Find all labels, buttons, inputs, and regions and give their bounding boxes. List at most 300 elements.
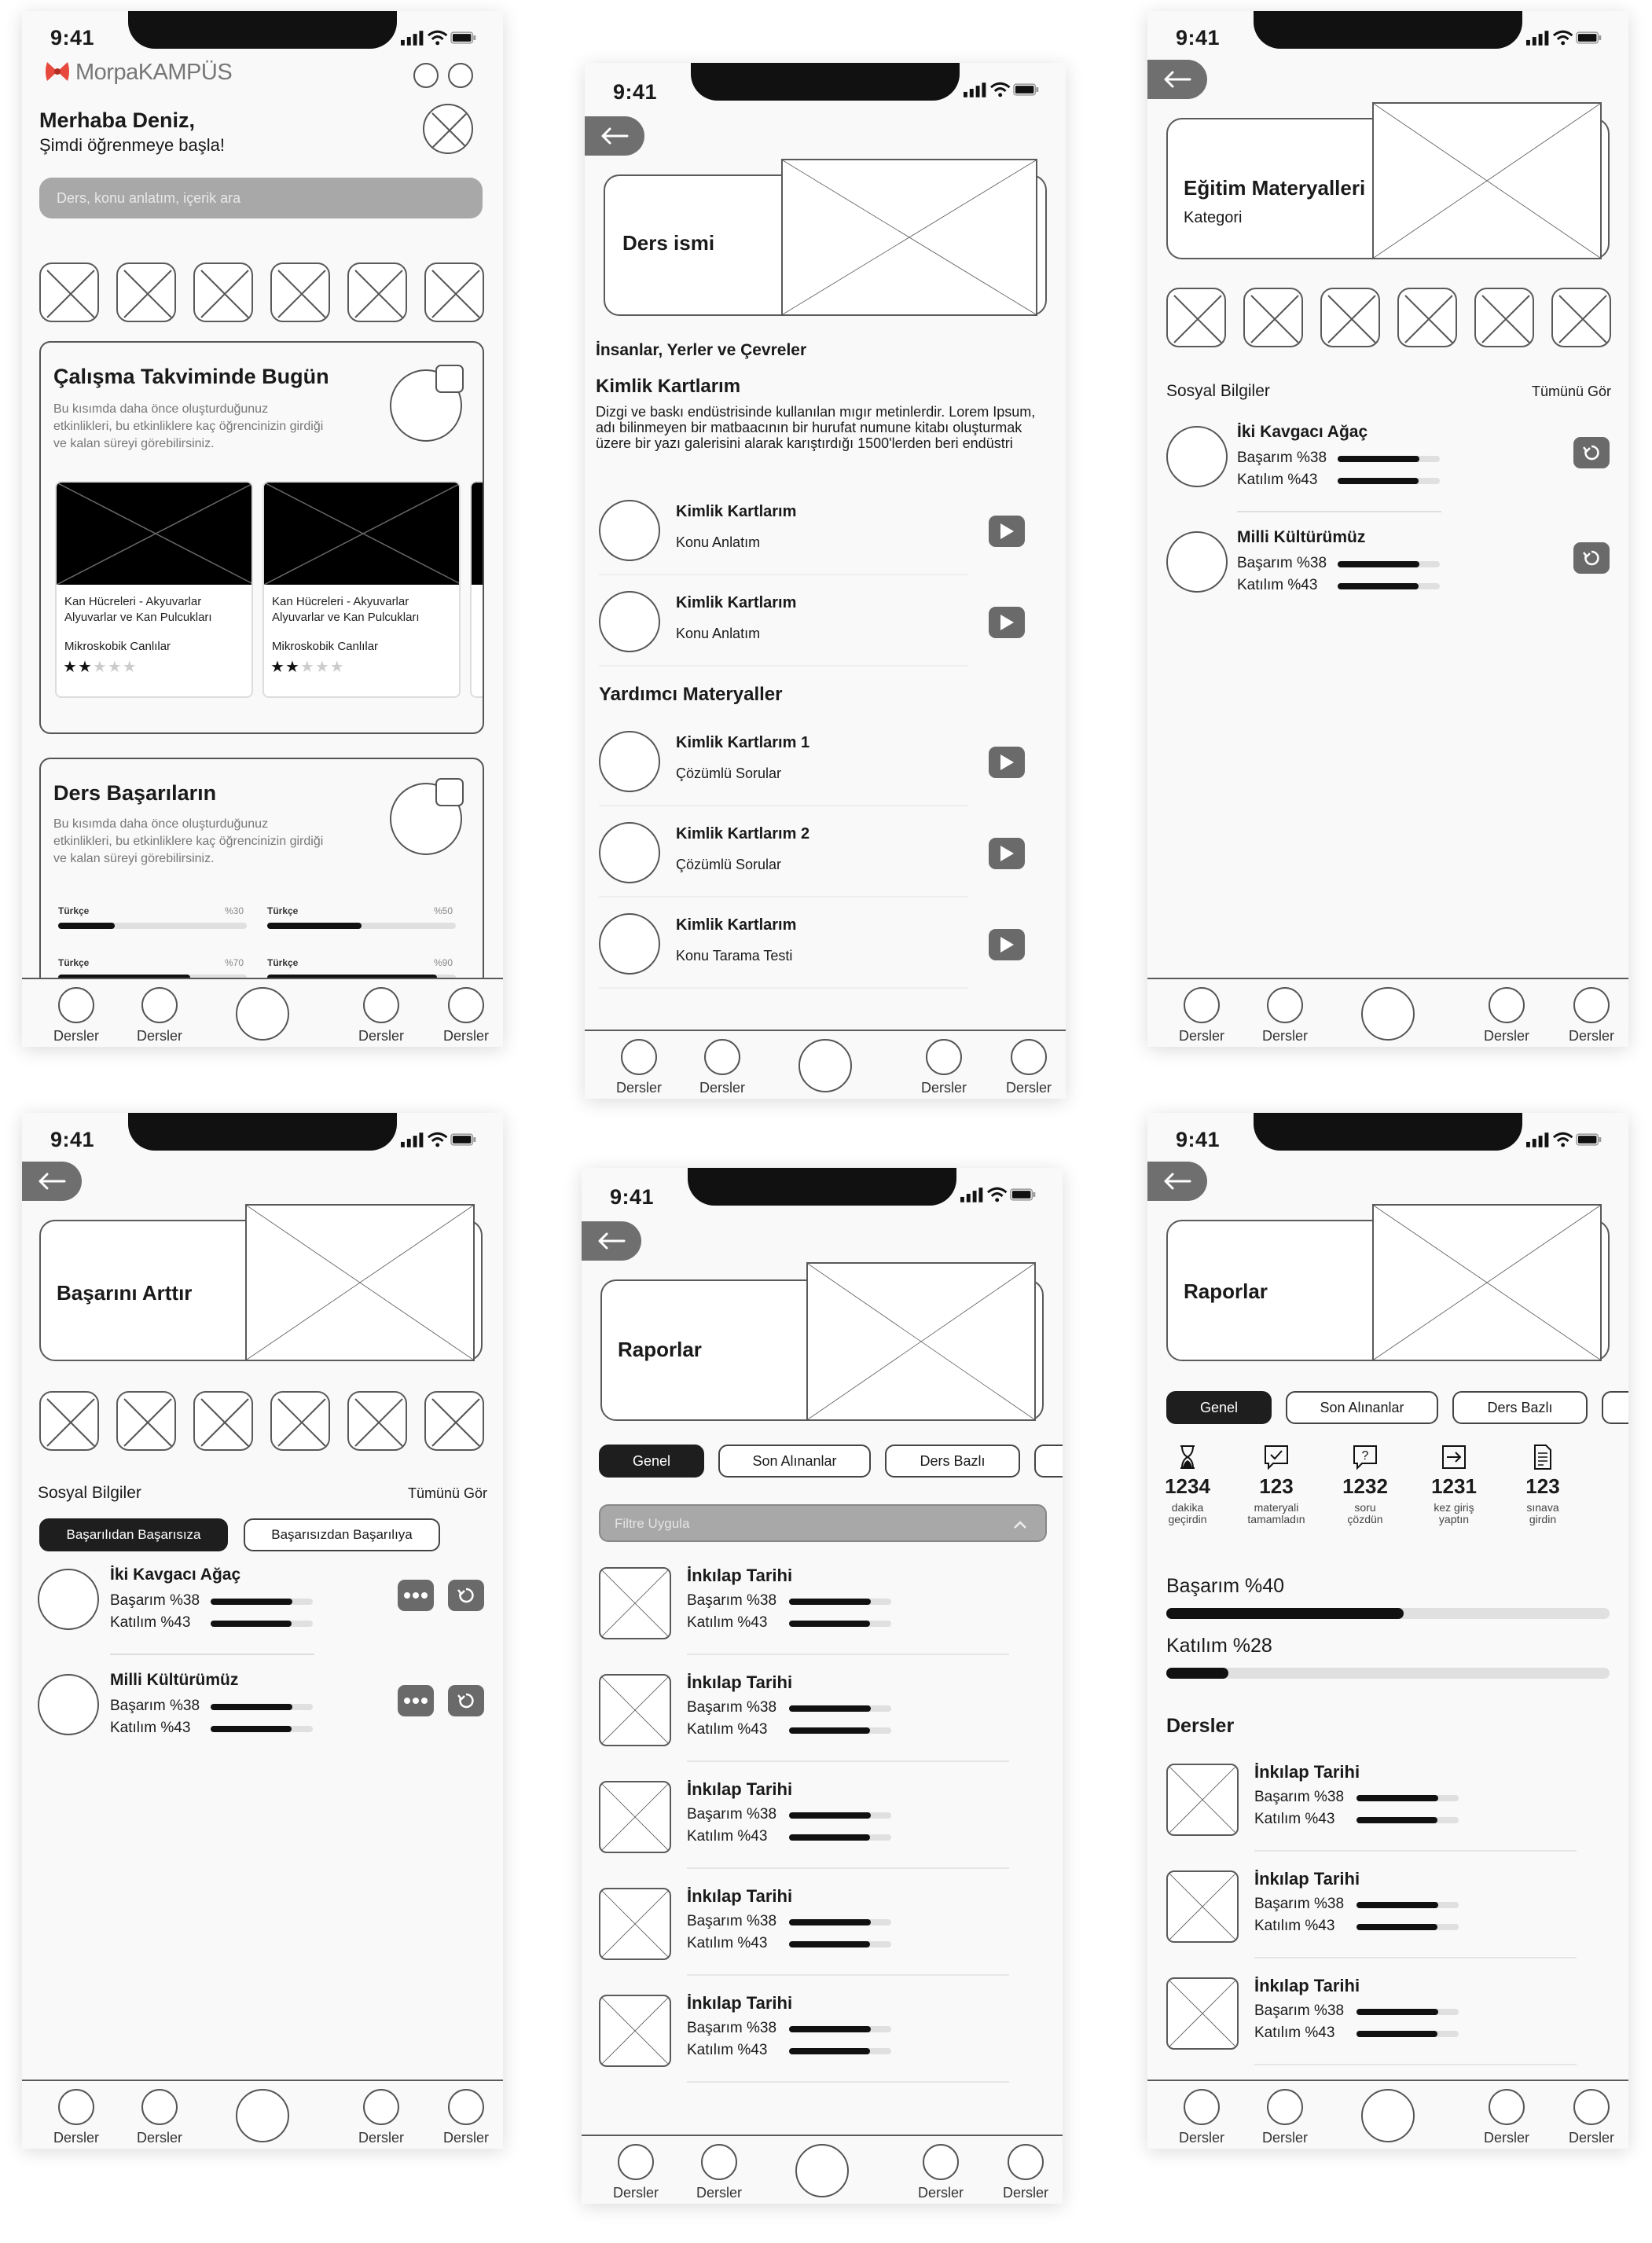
category-icon[interactable] <box>1474 288 1534 347</box>
tab-item-dersler[interactable] <box>1463 987 1550 1044</box>
section-title: Sosyal Bilgiler <box>1166 382 1270 400</box>
notch <box>128 1113 397 1151</box>
arrow-left-icon <box>596 1232 627 1250</box>
chevron-up-icon <box>1012 1520 1028 1529</box>
tab-label: Dersler <box>917 2185 964 2201</box>
lesson-thumb <box>599 913 660 975</box>
tab-item-dersler[interactable] <box>33 987 119 1044</box>
calendar-title: Çalışma Takviminde Bugün <box>53 365 329 388</box>
category-icon[interactable] <box>1551 288 1611 347</box>
tab-item-dersler[interactable] <box>982 2144 1063 2201</box>
success-badge <box>435 778 464 806</box>
stat-value: 123 <box>1525 1474 1560 1498</box>
tab-icon <box>58 987 94 1023</box>
screen-reports-list <box>582 1168 1063 2204</box>
stat-label: yaptın <box>1438 1513 1470 1525</box>
arrow-left-icon <box>1162 70 1193 89</box>
category-icon[interactable] <box>270 262 330 322</box>
tab-pill-0[interactable]: Genel <box>1166 1391 1272 1424</box>
tab-center-button[interactable] <box>795 2144 849 2197</box>
join-bar <box>789 1727 891 1734</box>
join-bar <box>789 2048 891 2054</box>
more-options-button[interactable] <box>398 1685 434 1716</box>
screen-improve <box>22 1113 503 2149</box>
graphic <box>783 160 1036 314</box>
tab-label: Dersler <box>1178 1028 1224 1044</box>
graphic <box>808 1264 1034 1419</box>
tab-label: Dersler <box>1568 2130 1614 2146</box>
join-label: Katılım %43 <box>687 2042 768 2058</box>
stat-label: girdin <box>1529 1513 1557 1525</box>
stat-item <box>1147 1443 1231 1525</box>
hero-title: Raporlar <box>618 1338 702 1361</box>
divider <box>687 2081 1009 2083</box>
tab-label: Dersler <box>1002 2185 1048 2201</box>
topic-thumb <box>1166 531 1228 593</box>
notification-icon[interactable] <box>413 63 439 88</box>
tab-item-dersler[interactable] <box>338 2089 424 2146</box>
subject-percent: %30 <box>225 905 244 916</box>
wifi-icon <box>427 30 448 46</box>
subject-progress-bar <box>58 923 247 929</box>
play-button[interactable] <box>989 516 1025 547</box>
graphic <box>1476 289 1533 346</box>
tab-item-dersler[interactable] <box>596 1039 682 1096</box>
stat-label: kez giriş <box>1434 1501 1474 1514</box>
status-time: 9:41 <box>1176 1128 1221 1151</box>
stat-value: 1231 <box>1431 1474 1477 1498</box>
tab-label: Dersler <box>1483 2130 1529 2146</box>
status-time: 9:41 <box>610 1185 655 1209</box>
hero-title: Eğitim Materyalleri <box>1184 176 1366 200</box>
notch <box>691 63 960 101</box>
join-label: Katılım %43 <box>687 1828 768 1845</box>
lesson-item-sub: Çözümlü Sorular <box>676 857 782 872</box>
graphic <box>1168 1979 1237 2048</box>
success-label: Başarım %38 <box>110 1698 200 1714</box>
tab-pill-more[interactable] <box>1602 1391 1628 1424</box>
divider <box>599 574 968 575</box>
divider <box>110 1654 314 1655</box>
divider <box>1237 511 1441 512</box>
tab-icon <box>1267 987 1303 1023</box>
tab-item-dersler[interactable] <box>116 2089 203 2146</box>
refresh-icon <box>1582 549 1601 567</box>
tab-item-dersler[interactable] <box>1158 2089 1245 2146</box>
tab-item-dersler[interactable] <box>986 1039 1066 1096</box>
sort-success-desc-button[interactable]: Başarılıdan Başarısıza <box>39 1518 228 1551</box>
tab-item-dersler[interactable] <box>1548 987 1628 1044</box>
divider <box>599 805 968 806</box>
tab-center-button[interactable] <box>236 987 289 1041</box>
course-thumb <box>1166 1870 1239 1943</box>
join-bar <box>789 1941 891 1947</box>
star-icon: ★ <box>285 659 300 676</box>
stat-label: geçirdin <box>1168 1513 1207 1525</box>
course-thumb <box>599 1888 671 1960</box>
lesson-thumb <box>599 731 660 792</box>
tab-item-dersler[interactable] <box>679 1039 765 1096</box>
graphic <box>1374 104 1600 258</box>
avatar[interactable] <box>423 104 473 154</box>
battery-icon <box>1576 30 1602 46</box>
subject-label: Türkçe <box>267 957 299 968</box>
subject-percent: %50 <box>434 905 453 916</box>
back-button[interactable] <box>22 1162 82 1201</box>
screen-home <box>22 11 503 1047</box>
play-icon <box>999 845 1015 862</box>
back-button[interactable] <box>1147 60 1207 99</box>
join-label: Katılım %43 <box>1254 1811 1335 1827</box>
join-label: Katılım %43 <box>1254 2025 1335 2041</box>
graphic <box>264 483 461 585</box>
screen-reports-overview <box>1147 1113 1628 2149</box>
play-button[interactable] <box>989 838 1025 869</box>
category-icon[interactable] <box>1243 288 1303 347</box>
stat-label: çözdün <box>1347 1513 1383 1525</box>
tab-item-dersler[interactable] <box>1242 987 1328 1044</box>
divider <box>1254 1957 1577 1958</box>
tab-item-dersler[interactable] <box>338 987 424 1044</box>
success-label: Başarım %38 <box>1254 2003 1345 2019</box>
graphic <box>1440 1443 1468 1471</box>
graphic <box>1245 289 1301 346</box>
retry-button[interactable] <box>1573 542 1610 574</box>
subject-percent: %70 <box>225 957 244 968</box>
overall-join-bar <box>1166 1668 1610 1679</box>
tab-icon <box>448 2089 484 2125</box>
refresh-icon <box>457 1586 475 1605</box>
stat-label: soru <box>1354 1501 1376 1514</box>
course-title: İnkılap Tarihi <box>687 1566 793 1585</box>
tab-item-dersler[interactable] <box>116 987 203 1044</box>
back-button[interactable] <box>585 116 644 156</box>
tab-label: Dersler <box>696 2185 742 2201</box>
join-label: Katılım %43 <box>1237 472 1318 488</box>
star-rating <box>270 657 345 677</box>
category-icon[interactable] <box>1397 288 1457 347</box>
wifi-icon <box>989 82 1011 97</box>
tab-bar <box>582 2135 1063 2204</box>
stat-value: 1234 <box>1165 1474 1210 1498</box>
success-label: Başarım %38 <box>687 1699 777 1716</box>
category-icon[interactable] <box>116 1391 176 1451</box>
tab-center-button[interactable] <box>798 1039 852 1092</box>
lesson-thumbnail <box>264 483 461 585</box>
join-label: Katılım %43 <box>110 1720 191 1736</box>
status-icons <box>960 1187 1036 1202</box>
signal-icon <box>401 30 424 46</box>
back-button[interactable] <box>582 1221 641 1261</box>
graphic <box>600 1569 670 1638</box>
tab-pill-0[interactable]: Genel <box>599 1445 704 1478</box>
lesson-card-subject: Mikroskobik Canlılar <box>272 640 379 653</box>
category-icon[interactable] <box>193 1391 253 1451</box>
join-bar <box>789 1621 891 1627</box>
hourglass-icon <box>1173 1443 1202 1471</box>
category-icon[interactable] <box>424 1391 484 1451</box>
topic-title: Milli Kültürümüz <box>110 1671 239 1689</box>
see-all-link[interactable]: Tümünü Gör <box>1531 384 1611 399</box>
calendar-card <box>39 341 484 734</box>
star-icon: ★ <box>63 659 78 676</box>
tab-pill-1[interactable]: Son Alınanlar <box>718 1445 871 1478</box>
signal-icon <box>1526 30 1549 46</box>
see-all-link[interactable]: Tümünü Gör <box>407 1485 487 1501</box>
tab-item-dersler[interactable] <box>593 2144 679 2201</box>
join-label: Katılım %43 <box>687 1721 768 1738</box>
tab-label: Dersler <box>136 2130 182 2146</box>
calendar-desc: Bu kısımda daha önce oluşturduğunuz etkinlikleri, bu etkinliklere kaç öğrencinizin girdiği ve kalan süreyi görebilirsiniz. <box>53 402 324 450</box>
graphic <box>424 105 473 154</box>
stat-value: 1232 <box>1342 1474 1388 1498</box>
tab-item-dersler[interactable] <box>1242 2089 1328 2146</box>
status-time: 9:41 <box>50 26 95 50</box>
calendar-badge <box>435 365 464 393</box>
greeting: Merhaba Deniz, <box>39 108 196 132</box>
checked-message-icon <box>1262 1443 1290 1471</box>
login-arrow-icon <box>1440 1443 1468 1471</box>
graphic <box>600 1996 670 2065</box>
tab-icon <box>363 987 399 1023</box>
course-title: İnkılap Tarihi <box>687 1886 793 1906</box>
lesson-title: Ders ismi <box>622 231 715 255</box>
lesson-item-sub: Konu Tarama Testi <box>676 948 793 964</box>
topic-title: Milli Kültürümüz <box>1237 528 1366 546</box>
tab-icon <box>701 2144 737 2180</box>
course-title: İnkılap Tarihi <box>1254 1869 1360 1889</box>
status-time: 9:41 <box>613 80 658 104</box>
success-bar <box>1338 561 1440 567</box>
category-icon[interactable] <box>39 262 99 322</box>
hero-image <box>245 1204 475 1361</box>
section-title: Kimlik Kartlarım <box>596 376 741 397</box>
category-icon[interactable] <box>347 262 407 322</box>
join-bar <box>1356 1817 1459 1823</box>
notch <box>128 11 397 49</box>
overall-success-bar <box>1166 1608 1610 1619</box>
screen-lesson <box>585 63 1066 1099</box>
tab-center-button[interactable] <box>1361 2089 1415 2142</box>
tab-icon <box>1573 987 1610 1023</box>
graphic <box>349 1393 406 1449</box>
tab-center-button[interactable] <box>236 2089 289 2142</box>
category-icon[interactable] <box>1320 288 1380 347</box>
wifi-icon <box>986 1187 1008 1202</box>
tab-icon <box>141 2089 178 2125</box>
success-label: Başarım %38 <box>687 1592 777 1609</box>
stat-label: dakika <box>1171 1501 1204 1514</box>
course-title: İnkılap Tarihi <box>687 1993 793 2013</box>
graphic <box>600 1782 670 1852</box>
hero-title: Başarını Arttır <box>57 1281 193 1305</box>
tab-item-dersler[interactable] <box>676 2144 762 2201</box>
hero-title: Raporlar <box>1184 1279 1268 1303</box>
back-button[interactable] <box>1147 1162 1207 1201</box>
arrow-left-icon <box>1162 1172 1193 1191</box>
play-icon <box>999 936 1015 953</box>
graphic <box>118 264 174 321</box>
arrow-left-icon <box>36 1172 68 1191</box>
tab-pill-1[interactable]: Son Alınanlar <box>1286 1391 1438 1424</box>
tab-icon <box>926 1039 962 1075</box>
hero-image <box>1372 102 1602 259</box>
category-icon[interactable] <box>347 1391 407 1451</box>
star-icon: ★ <box>299 659 315 676</box>
wifi-icon <box>1552 30 1573 46</box>
tab-label: Dersler <box>612 2185 659 2201</box>
tab-item-dersler[interactable] <box>33 2089 119 2146</box>
topic-thumb <box>38 1569 99 1630</box>
tab-item-dersler[interactable] <box>898 2144 984 2201</box>
tab-item-dersler[interactable] <box>901 1039 987 1096</box>
success-bar <box>211 1704 313 1710</box>
retry-button[interactable] <box>448 1580 484 1611</box>
category-icon[interactable] <box>193 262 253 322</box>
section-title: Sosyal Bilgiler <box>38 1484 141 1502</box>
star-icon: ★ <box>122 659 138 676</box>
section-desc: Dizgi ve baskı endüstrisinde kullanılan mıgır metinlerdir. Lorem Ipsum, adı bilinmeyen bir matbaacının bir hurufat numune kitabı oluşturmak üzere bir yazı galerisini alarak karıştırdığı 1500'lerden beri endüstri <box>596 404 1036 451</box>
success-label: Başarım %38 <box>1237 450 1327 466</box>
stat-value: 123 <box>1259 1474 1294 1498</box>
success-desc: Bu kısımda daha önce oluşturduğunuz etkinlikleri, bu etkinliklere kaç öğrencinizin girdiği ve kalan süreyi görebilirsiniz. <box>53 817 324 865</box>
category-icon[interactable] <box>1166 288 1226 347</box>
course-thumb <box>1166 1977 1239 2050</box>
divider <box>599 896 968 898</box>
lesson-card[interactable] <box>55 481 253 698</box>
tab-bar <box>22 978 503 1047</box>
lesson-item-sub: Konu Anlatım <box>676 534 761 550</box>
status-time: 9:41 <box>1176 26 1221 50</box>
lesson-item-title: Kimlik Kartlarım <box>676 503 797 520</box>
sort-success-asc-button[interactable]: Başarısızdan Başarılıya <box>244 1518 440 1551</box>
course-title: İnkılap Tarihi <box>687 1779 793 1799</box>
tab-label: Dersler <box>615 1080 662 1096</box>
graphic <box>195 1393 251 1449</box>
status-icons <box>1526 1132 1602 1147</box>
join-bar <box>1338 478 1440 484</box>
tab-pill-more[interactable] <box>1034 1445 1063 1478</box>
tab-label: Dersler <box>1261 1028 1308 1044</box>
overall-join-label: Katılım %28 <box>1166 1635 1272 1657</box>
category-icon[interactable] <box>424 262 484 322</box>
join-bar <box>1356 1924 1459 1930</box>
hero-image <box>781 159 1037 316</box>
notch <box>1254 1113 1522 1151</box>
lesson-item-title: Kimlik Kartlarım <box>676 594 797 611</box>
tab-item-dersler[interactable] <box>1158 987 1245 1044</box>
tab-label: Dersler <box>699 1080 745 1096</box>
graphic <box>1168 289 1224 346</box>
join-label: Katılım %43 <box>687 1614 768 1631</box>
divider <box>599 987 968 989</box>
category-icon[interactable] <box>116 262 176 322</box>
tab-item-dersler[interactable] <box>423 987 503 1044</box>
tab-icon <box>704 1039 740 1075</box>
wifi-icon <box>1552 1132 1573 1147</box>
category-icon[interactable] <box>270 1391 330 1451</box>
subject-label: Türkçe <box>267 905 299 916</box>
divider <box>687 1974 1009 1976</box>
success-bar <box>789 1919 891 1925</box>
course-thumb <box>599 1567 671 1639</box>
settings-icon[interactable] <box>448 63 473 88</box>
search-input[interactable] <box>39 178 483 218</box>
tab-label: Dersler <box>53 2130 99 2146</box>
tab-icon <box>363 2089 399 2125</box>
graphic <box>1553 289 1610 346</box>
join-bar <box>211 1726 313 1732</box>
course-thumb <box>599 1674 671 1746</box>
graphic <box>426 1393 483 1449</box>
tab-center-button[interactable] <box>1361 987 1415 1041</box>
notch <box>688 1168 956 1206</box>
tab-icon <box>621 1039 657 1075</box>
tab-label: Dersler <box>442 2130 489 2146</box>
star-icon: ★ <box>329 659 345 676</box>
lesson-thumb <box>599 591 660 652</box>
logo-text: MorpaKAMPÜS <box>75 60 233 85</box>
success-bar <box>789 2026 891 2032</box>
more-options-button[interactable] <box>398 1580 434 1611</box>
category-icon[interactable] <box>39 1391 99 1451</box>
lesson-thumb <box>599 822 660 883</box>
logo-mark-icon <box>44 60 71 83</box>
stat-item <box>1411 1443 1497 1525</box>
tab-icon <box>448 987 484 1023</box>
tab-item-dersler[interactable] <box>1463 2089 1550 2146</box>
graphic <box>1262 1443 1290 1471</box>
stat-item <box>1500 1443 1586 1525</box>
tab-label: Dersler <box>136 1028 182 1044</box>
play-button[interactable] <box>989 747 1025 778</box>
tab-pill-2[interactable]: Ders Bazlı <box>1452 1391 1588 1424</box>
tab-label: Dersler <box>1261 2130 1308 2146</box>
lesson-thumbnail <box>57 483 253 585</box>
subject-label: Türkçe <box>58 957 90 968</box>
battery-icon <box>450 30 476 46</box>
lesson-card-title: Kan Hücreleri - Akyuvarlar Alyuvarlar ve Kan Pulcukları <box>272 595 420 624</box>
success-label: Başarım %38 <box>687 1913 777 1929</box>
graphic <box>1173 1443 1202 1471</box>
play-button[interactable] <box>989 607 1025 638</box>
graphic <box>1168 1765 1237 1834</box>
lesson-item-sub: Çözümlü Sorular <box>676 765 782 781</box>
lesson-card[interactable] <box>262 481 461 698</box>
wifi-icon <box>427 1132 448 1147</box>
tab-pill-2[interactable]: Ders Bazlı <box>885 1445 1020 1478</box>
refresh-icon <box>1582 443 1601 462</box>
tab-item-dersler[interactable] <box>1548 2089 1628 2146</box>
success-bar <box>789 1599 891 1605</box>
tab-label: Dersler <box>920 1080 967 1096</box>
lesson-card[interactable] <box>470 481 484 698</box>
tab-label: Dersler <box>358 2130 404 2146</box>
join-bar <box>789 1834 891 1841</box>
retry-button[interactable] <box>448 1685 484 1716</box>
retry-button[interactable] <box>1573 437 1610 468</box>
success-bar <box>1338 456 1440 462</box>
greeting-sub: Şimdi öğrenmeye başla! <box>39 135 226 155</box>
tab-icon <box>1184 2089 1220 2125</box>
filter-dropdown[interactable] <box>599 1504 1047 1542</box>
star-icon: ★ <box>92 659 108 676</box>
tab-item-dersler[interactable] <box>423 2089 503 2146</box>
signal-icon <box>401 1132 424 1147</box>
battery-icon <box>450 1132 476 1147</box>
stat-label: tamamladın <box>1247 1513 1305 1525</box>
play-button[interactable] <box>989 929 1025 960</box>
